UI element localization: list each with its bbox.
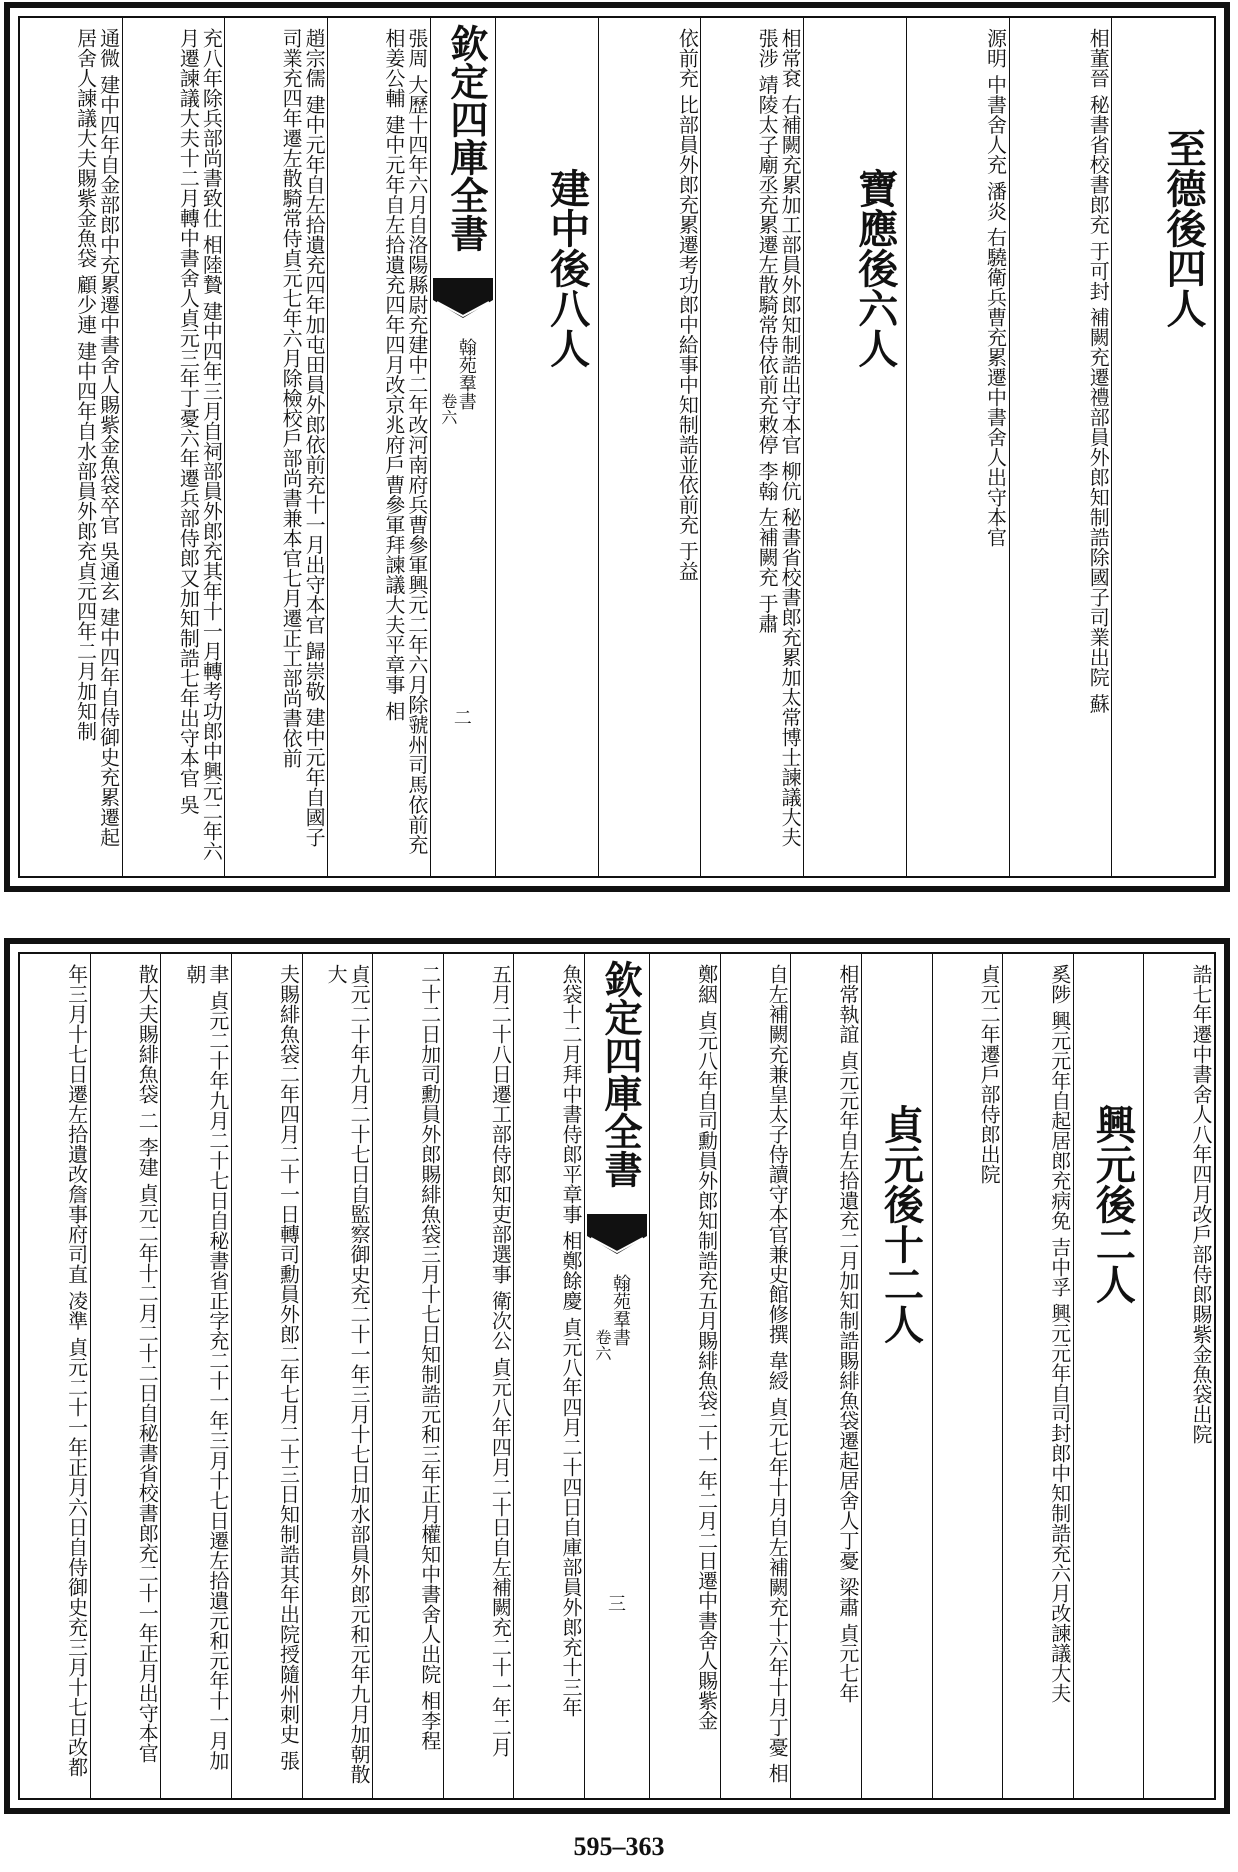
- entry-text: 貞元二年遷戶部侍郎出院: [977, 964, 1002, 1184]
- entry-text: 依前充 比部員外郎充累遷考功郎中給事中知制誥並依前充 于益: [675, 28, 700, 581]
- entry-text: 誥七年遷中書舍人八年四月改戶部侍郎賜紫金魚袋出院: [1189, 964, 1213, 1444]
- fishtail-mark-icon: [433, 278, 493, 318]
- entry-column: [906, 18, 1009, 876]
- heading-column: 興元後二人: [1073, 954, 1144, 1798]
- entry-column: [231, 954, 302, 1798]
- entry-text: 自左補闕充兼皇太子侍讀守本官兼史館修撰 韋綬 貞元七年十月自左補闕充十六年十月丁憂 相: [765, 964, 790, 1784]
- center-gutter: [430, 18, 495, 876]
- entry-text: 五月二十八日遷工部侍郎知吏部選事 衛次公 貞元八年四月二十日自左補闕充二十一年二月: [488, 964, 513, 1757]
- gutter-volume: 卷六: [438, 393, 458, 425]
- entry-column: [327, 18, 430, 876]
- entry-column: [302, 954, 373, 1798]
- entry-column: [598, 18, 701, 876]
- heading-column: 建中後八人: [495, 18, 598, 876]
- bottom-page-columns: [20, 954, 1214, 1798]
- entry-column: [700, 18, 803, 876]
- entry-column: [160, 954, 231, 1798]
- entry-column: [443, 954, 514, 1798]
- entry-text: 夫賜緋魚袋二年四月二十一日轉司勳員外郎二年七月二十三日知制誥其年出院授隨州刺史 張: [276, 964, 301, 1771]
- gutter-volume: 卷六: [593, 1329, 612, 1361]
- entry-column: [20, 18, 122, 876]
- entry-column: [1009, 18, 1112, 876]
- entry-column: [224, 18, 327, 876]
- heading-column: 貞元後十二人: [861, 954, 932, 1798]
- gutter-book-title: 翰苑羣書: [455, 338, 477, 410]
- entry-text: 相常執誼 貞元元年自左拾遺充二月加知制誥賜緋魚袋遷起居舍人丁憂 梁肅 貞元七年: [835, 964, 860, 1704]
- gutter-page-number: 二: [450, 708, 472, 726]
- entry-text: 二十二日加司勳員外郎賜緋魚袋三月十七日知制誥元和三年正月權知中書舍人出院 相李程: [417, 964, 442, 1751]
- fishtail-mark-icon: [587, 1214, 647, 1254]
- entry-text: 相常袞 右補闕充累加工部員外郎知制誥出守本官 柳伉 秘書省校書郎充累加太常博士諫議大夫 張涉 靖陵太子廟丞充累遷左散騎常侍依前充敕停 李翰 左補闕充 于肅: [755, 28, 803, 848]
- entry-text: 張周 大歷十四年六月自洛陽縣尉充建中二年改河南府兵曹參軍興元二年六月除虢州司馬依前充 相姜公輔 建中元年自左拾遺充四年四月改京兆府戶曹參軍拜諫議大夫平章事 相: [381, 28, 429, 855]
- entry-text: 通微 建中四年自金部郎中充累遷中書舍人賜紫金魚袋卒官 吳通玄 建中四年自侍御史充累遷起居舍人諫議大夫賜紫金魚袋 顧少連 建中四年自水部員外郎充貞元四年二月加知制: [73, 28, 121, 848]
- entry-column: [1143, 954, 1214, 1798]
- gutter-book-title: 翰苑羣書: [610, 1274, 631, 1346]
- entry-text: 貞元二十年九月二十七日自監察御史充二十一年三月十七日加水部員外郎元和元年九月加朝散大: [324, 964, 372, 1784]
- entry-text: 源明 中書舍人充 潘炎 右驍衛兵曹充累遷中書舍人出守本官: [983, 28, 1008, 548]
- entry-text: 散大夫賜緋魚袋 二 李建 貞元二年十二月二十二日自秘書省校書郎充二十一年正月出守本官: [135, 964, 160, 1764]
- top-page: [4, 2, 1230, 892]
- gutter-title: 欽定四庫全書: [443, 24, 489, 252]
- entry-text: 充八年除兵部尚書致仕 相陸贄 建中四年三月自祠部員外郎充其年十一月轉考功郎中興元二年六月遷諫議大夫十二月轉中書舍人貞元三年丁憂六年遷兵部侍郎又加知制誥七年出守本官 吳: [176, 28, 224, 861]
- entry-text: 聿 貞元二十年九月二十七日自秘書省正字充二十一年三月十七日遷左拾遺元和元年十一月加朝: [182, 964, 230, 1771]
- entry-column: [790, 954, 861, 1798]
- entry-text: 鄭絪 貞元八年自司勳員外郎知制誥充五月賜緋魚袋二十一年二月二日遷中書舍人賜紫金: [694, 964, 719, 1731]
- entry-text: 奚陟 興元元年自起居郎充病免 吉中孚 興元元年自司封郎中知制誥充六月改諫議大夫: [1047, 964, 1072, 1704]
- entry-column: [932, 954, 1003, 1798]
- entry-text: 年三月十七日遷左拾遺改詹事府司直 凌準 貞元二十一年正月六日自侍御史充三月十七日改都: [64, 964, 89, 1777]
- gutter-page-number: 三: [605, 1594, 626, 1612]
- top-page-frame: [18, 16, 1216, 878]
- heading-column: 至德後四人: [1111, 18, 1214, 876]
- center-gutter: [584, 954, 649, 1798]
- entry-column: [1002, 954, 1073, 1798]
- entry-text: 相董晉 秘書省校書郎充 于可封 補闕充遷禮部員外郎知制誥除國子司業出院 蘇: [1086, 28, 1111, 714]
- entry-text: 趙宗儒 建中元年自左拾遺充四年加屯田員外郎依前充十一月出守本官 歸崇敬 建中元年自國子司業充四年遷左散騎常侍貞元七年六月除檢校戶部尚書兼本官七月遷正工部尚書依前: [279, 28, 327, 848]
- entry-column: [649, 954, 720, 1798]
- top-page-columns: [20, 18, 1214, 876]
- entry-column: [122, 18, 225, 876]
- heading-column: 寶應後六人: [803, 18, 906, 876]
- bottom-page-frame: [18, 952, 1216, 1800]
- entry-column: [513, 954, 584, 1798]
- entry-column: [720, 954, 791, 1798]
- bottom-page: [4, 938, 1230, 1814]
- entry-column: [20, 954, 90, 1798]
- entry-column: [372, 954, 443, 1798]
- entry-column: [90, 954, 161, 1798]
- page-code: 595–363: [573, 1832, 665, 1861]
- gutter-title: 欽定四庫全書: [598, 960, 643, 1188]
- entry-text: 魚袋十二月拜中書侍郎平章事 相鄭餘慶 貞元八年四月二十四日自庫部員外郎充十三年: [559, 964, 583, 1717]
